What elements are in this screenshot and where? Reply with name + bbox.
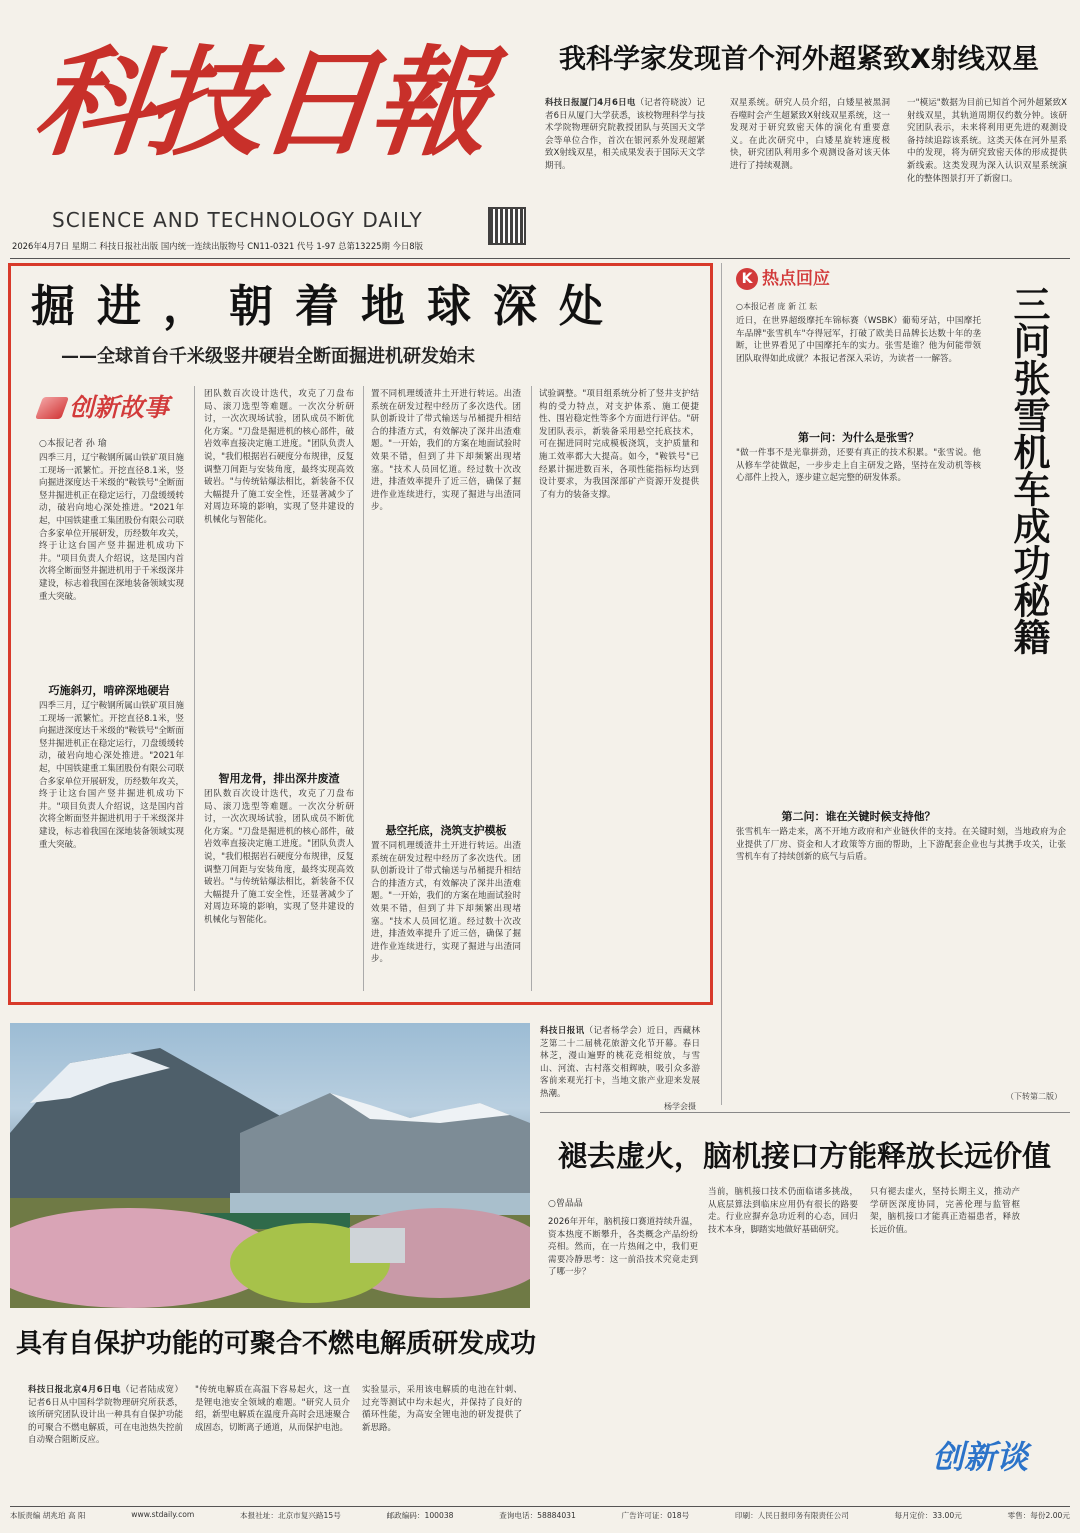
footer-ad-license: 广告许可证：018号 (621, 1511, 690, 1520)
top-story-col-2: 双星系统。研究人员介绍，白矮星被黑洞吞噬时会产生超紧致X射线双星系统，这一发现对于研究致密天体的演化有重要意义。在此次研究中，白矮星旋转速度极快，研究团队利用多个观测设备对该天体进行了持续观测。 (730, 98, 890, 171)
commentary (548, 1120, 1070, 1500)
sidebar-text-2: "做一件事不是光靠拼劲，还要有真正的技术积累。"张雪说。他从修车学徒做起，一步步走上自主研发之路，坚持在发动机等核心部件上投入，逐步建立起完整的研发体系。 (736, 448, 981, 484)
photo-river (230, 1193, 530, 1215)
feature-badge-swoosh-icon (35, 397, 69, 419)
sidebar-text-1: 近日，在世界超级摩托车锦标赛（WSBK）葡萄牙站，中国摩托车品牌"张雪机车"夺得冠军，打破了欧美日品牌长达数十年的垄断，让世界看见了中国摩托车的实力。张雪是谁？他为何能带领团队取得如此成就？本报记者深入采访，为读者一一解答。 (736, 316, 981, 364)
feature-col-1: 四季三月，辽宁鞍钢所属山铁矿项目施工现场一派繁忙。开挖直径8.1米，竖向掘进深度达千米级的"鞍铁号"全断面竖井掘进机正在稳定运行，刀盘缓缓转动，破岩向地心深处推进。"2021年起，中国铁建重工集团股份有限公司联合多家单位开展研发，历经数年攻关，终于让这台国产竖井掘进机成功下井。"项目负责人介绍说，这是国内首次将全断面竖井掘进机用于千米级深井建设，标志着我国在深地装备领域实现重大突破。 (39, 453, 184, 602)
sidebar-question-1: 第一问：为什么是张雪？ (798, 431, 919, 444)
feature-col-2: 团队数百次设计迭代，攻克了刀盘布局、滚刀选型等难题。一次次分析研讨，一次次现场试验，团队成员不断优化方案。"刀盘是掘进机的核心部件，破岩效率直接决定施工进度。"团队负责人说，"我们根据岩石硬度分布规律，反复调整刀间距与安装角度，最终实现高效破岩。"与传统钻爆法相比，新装备不仅大幅提升了施工安全性，还显著减少了对周边环境的影响，实现了竖井建设的机械化与智能化。 (204, 389, 354, 525)
footer-divider (10, 1506, 1070, 1507)
feature-title: 掘进，朝着地球深处 (31, 281, 625, 332)
photo-house (350, 1228, 405, 1263)
feature-col-4: 试验调整。"项目组系统分析了竖井支护结构的受力特点，对支护体系、施工便捷性、围岩稳定性等多个方面进行评估。"研发团队表示，新装备采用悬空托底技术，可在掘进同时完成模板浇筑，支护质量和施工效率都大大提高。如今，"鞍铁号"已经累计掘进数百米，各项性能指标均达到设计要求，为我国深部矿产资源开发提供了有力的装备支撑。 (539, 389, 699, 500)
photo-caption (540, 1025, 700, 1110)
commentary-byline: ○曾晶晶 (548, 1199, 583, 1209)
footer-postcode: 邮政编码：100038 (386, 1511, 454, 1520)
masthead-divider (10, 258, 1070, 259)
feature-col-3b: 置不同机理缓渣井土开进行转运。出渣系统在研发过程中经历了多次迭代。团队创新设计了带式输送与吊桶提升相结合的排渣方式，有效解决了深井出渣难题。"一开始，我们的方案在地面试验时效果不错，但到了井下却频繁出现堵塞。"技术人员回忆道。经过数十次改进，排渣效率提升了近三倍，确保了掘进作业连续进行，实现了掘进与出渣同步。 (371, 841, 521, 965)
sidebar-question-2: 第二问：谁在关键时候支持他？ (781, 810, 936, 823)
feature-badge (39, 391, 189, 425)
footer-monthly-price: 每月定价：33.00元 (894, 1511, 962, 1520)
footer-website[interactable]: www.stdaily.com (131, 1510, 195, 1519)
feature-subhead-3: 悬空托底，浇筑支护模板 (385, 824, 507, 837)
feature-subhead-1: 巧施斜刃，啃碎深地硬岩 (48, 684, 170, 697)
sidebar-byline: ○本报记者 庞 新 江 耘 (736, 302, 818, 311)
bottom-story-lead: （记者陆成宽）记者6日从中国科学院物理研究所获悉，该所研究团队设计出一种具有自保护功能的可聚合不燃电解质，可在电池热失控前自动聚合阻断反应。 (28, 1385, 183, 1446)
top-story-col-1 (545, 97, 705, 247)
feature-divider-3 (531, 386, 532, 991)
feature-box (8, 263, 713, 1005)
photo-landscape (10, 1023, 530, 1308)
photo-caption-text: （记者杨学会）近日，西藏林芝第二十二届桃花旅游文化节开幕。春日林芝，漫山遍野的桃花竞相绽放，与雪山、河流、古村落交相辉映，吸引众多游客前来观光打卡，当地文旅产业迎来发展热潮。 (540, 1026, 700, 1099)
bottom-story-col-2: "传统电解质在高温下容易起火，这一直是锂电池安全领域的难题。"研究人员介绍，新型电解质在温度升高时会迅速聚合成固态，切断离子通道，从而保护电池。 (195, 1385, 350, 1433)
sidebar-vertical-title: 三问张雪机车成功秘籍 (1007, 285, 1050, 655)
footer-address: 本报社址：北京市复兴路15号 (240, 1511, 341, 1520)
top-story-headline: 我科学家发现首个河外超紧致X射线双星 (559, 44, 1039, 75)
masthead-logo: 科技日報 (27, 33, 491, 172)
lower-divider (540, 1112, 1070, 1113)
masthead (0, 0, 540, 255)
feature-col-3: 置不同机理缓渣井土开进行转运。出渣系统在研发过程中经历了多次迭代。团队创新设计了带式输送与吊桶提升相结合的排渣方式，有效解决了深井出渣难题。"一开始，我们的方案在地面试验时效果不错，但到了井下却频繁出现堵塞。"技术人员回忆道。经过数十次改进，排渣效率提升了近三倍，确保了掘进作业连续进行，实现了掘进与出渣同步。 (371, 389, 521, 513)
photo (10, 1023, 530, 1308)
feature-subhead-2: 智用龙骨，排出深井废渣 (218, 772, 340, 785)
footer-editors: 本版责编 胡兆珀 高 阳 (10, 1511, 86, 1520)
footer-printer: 印刷：人民日报印务有限责任公司 (734, 1511, 849, 1520)
sidebar-section-label: 热点回应 (762, 269, 830, 289)
masthead-english: SCIENCE AND TECHNOLOGY DAILY (52, 208, 423, 232)
bottom-story-col-1 (28, 1384, 183, 1496)
photo-caption-label: 科技日报讯 (540, 1026, 585, 1036)
bottom-story-lead-label: 科技日报北京4月6日电 (28, 1385, 121, 1395)
sidebar-k-icon: K (736, 268, 758, 290)
footer (10, 1510, 1070, 1528)
bottom-story-headline: 具有自保护功能的可聚合不燃电解质研发成功 (16, 1329, 536, 1359)
feature-col-1b: 四季三月，辽宁鞍钢所属山铁矿项目施工现场一派繁忙。开挖直径8.1米，竖向掘进深度达千米级的"鞍铁号"全断面竖井掘进机正在稳定运行，刀盘缓缓转动，破岩向地心深处推进。"2021年起，中国铁建重工集团股份有限公司联合多家单位开展研发，历经数年攻关，终于让这台国产竖井掘进机成功下井。"项目负责人介绍说，这是国内首次将全断面竖井掘进机用于千米级深井建设，标志着我国在深地装备领域实现重大突破。 (39, 701, 184, 850)
top-story-lead-label: 科技日报厦门4月6日电 (545, 98, 636, 108)
feature-divider-1 (194, 386, 195, 991)
sidebar-text-3: 张雪机车一路走来，离不开地方政府和产业链伙伴的支持。在关键时刻，当地政府为企业提供了厂房、资金和人才政策等方面的帮助，上下游配套企业也与其携手攻关，让张雪机车有了持续创新的底气与后盾。 (736, 827, 1066, 863)
commentary-col-2: 当前，脑机接口技术仍面临诸多挑战，从底层算法到临床应用仍有很长的路要走。行业应摒弃急功近利的心态，回归技术本身，脚踏实地做好基础研究。 (708, 1187, 858, 1235)
commentary-headline: 褪去虚火，脑机接口方能释放长远价值 (558, 1139, 1052, 1173)
feature-subtitle: ——全球首台千米级竖井硬岩全断面掘进机研发始末 (61, 346, 475, 367)
footer-phone: 查询电话：58884031 (499, 1511, 576, 1520)
bottom-story-col-3: 实验显示，采用该电解质的电池在针刺、过充等测试中均未起火，并保持了良好的循环性能，为高安全锂电池的研发提供了新思路。 (362, 1385, 522, 1433)
feature-badge-label: 创新故事 (69, 393, 170, 422)
commentary-col-1: 2026年开年，脑机接口赛道持续升温，资本热度不断攀升，各类概念产品纷纷亮相。然而，在一片热闹之中，我们更需要冷静思考：这一前沿技术究竟走到了哪一步？ (548, 1217, 698, 1278)
sidebar-divider (721, 263, 722, 1105)
footer-retail-price: 零售：每份2.00元 (1007, 1511, 1070, 1520)
masthead-info-line: 2026年4月7日 星期二 科技日报社出版 国内统一连续出版物号 CN11-0321 代号 1-97 总第13225期 今日8版 (12, 241, 423, 251)
feature-byline: ○本报记者 孙 瑜 (39, 439, 107, 449)
sidebar-continued: （下转第二版） (1006, 1092, 1062, 1101)
photo-credit: 杨学会摄 (661, 1101, 696, 1112)
feature-divider-2 (363, 386, 364, 991)
commentary-badge: 创新谈 (932, 1438, 1029, 1476)
feature-col-2b: 团队数百次设计迭代，攻克了刀盘布局、滚刀选型等难题。一次次分析研讨，一次次现场试验，团队成员不断优化方案。"刀盘是掘进机的核心部件，破岩效率直接决定施工进度。"团队负责人说，"我们根据岩石硬度分布规律，反复调整刀间距与安装角度，最终实现高效破岩。"与传统钻爆法相比，新装备不仅大幅提升了施工安全性，还显著减少了对周边环境的影响，实现了竖井建设的机械化与智能化。 (204, 789, 354, 925)
commentary-col-3: 只有褪去虚火，坚持长期主义，推动产学研医深度协同，完善伦理与监管框架，脑机接口才能真正造福患者，释放长远价值。 (870, 1187, 1020, 1235)
top-story (545, 35, 1070, 255)
top-story-col-3: 一"模运"数据为目前已知首个河外超紧致X射线双星，其轨道周期仅约数分钟。该研究团队表示，未来将利用更先进的观测设备持续追踪该系统。这类天体在河外星系中的发现，将为研究致密天体的形成提供新线索。这类发现为深入认识双星系统演化的整体图景打开了新窗口。 (907, 98, 1067, 184)
top-story-lead: （记者符晓波）记者6日从厦门大学获悉，该校物理科学与技术学院物理研究院教授团队与英国天文学会等单位合作，首次在银河系外发现超紧致X射线双星，相关成果发表于国际天文学期刊。 (545, 98, 705, 171)
bottom-story (10, 1318, 540, 1503)
sidebar (728, 263, 1073, 1105)
